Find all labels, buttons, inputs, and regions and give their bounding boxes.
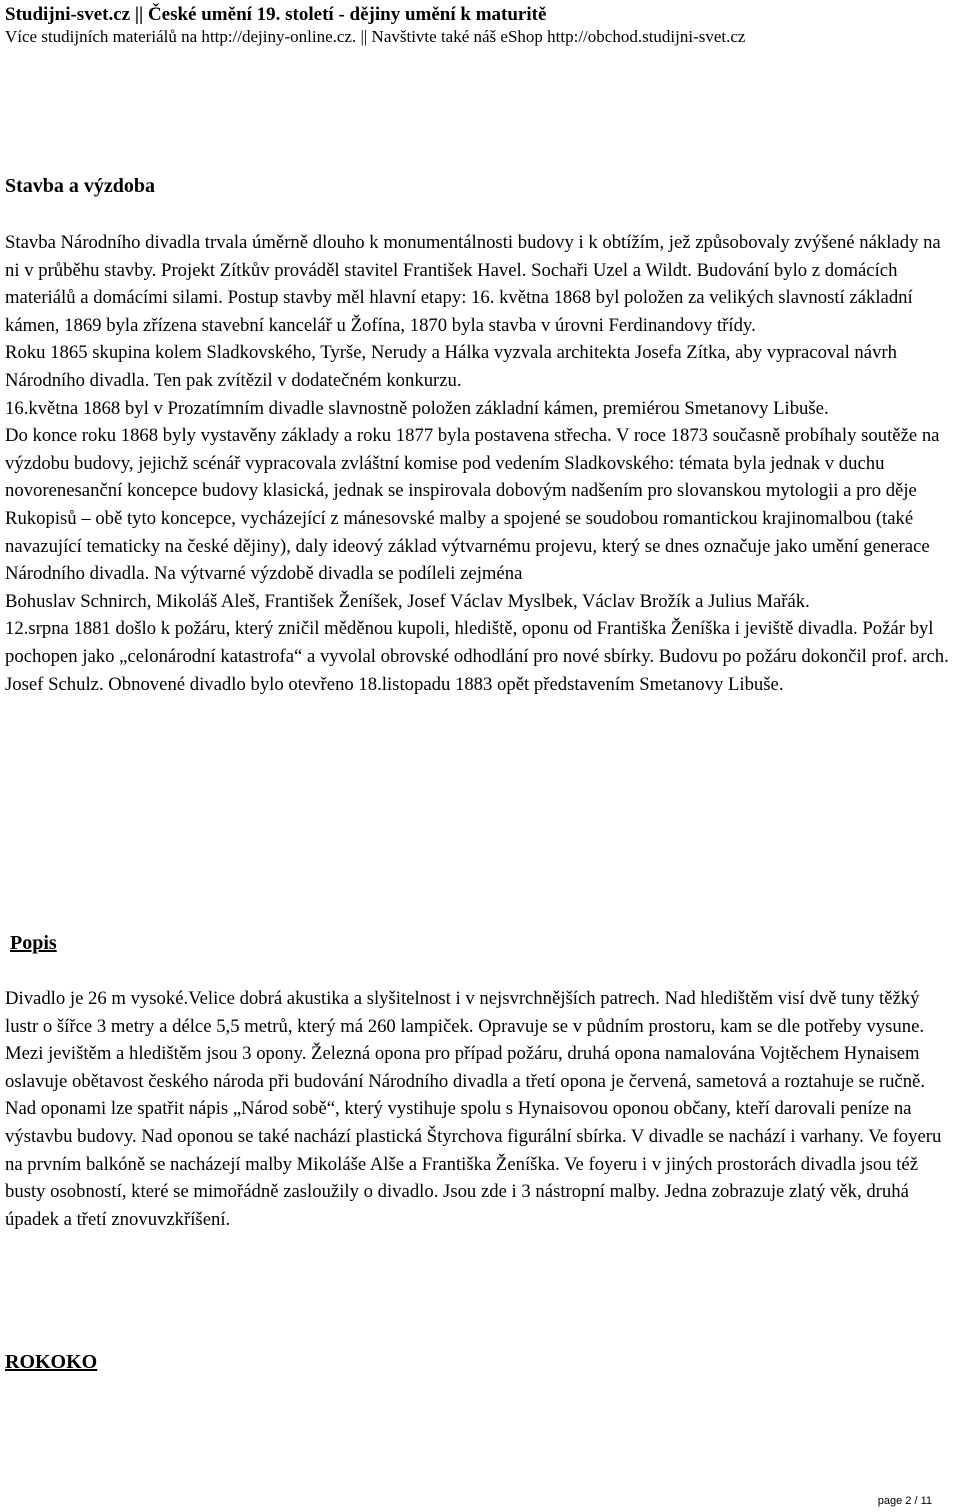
paragraph: Bohuslav Schnirch, Mikoláš Aleš, František Ženíšek, Josef Václav Myslbek, Václav Brožík a Julius Mařák. xyxy=(5,590,810,612)
paragraph: Stavba Národního divadla trvala úměrně dlouho k monumentálnosti budovy i k obtížím, jež způsobovaly zvýšené náklady na ni v průběhu stavby. Projekt Zítkův prováděl stavitel František Havel. Sochaři Uzel a Wildt. Budování bylo z domácích materiálů a domácími silami. Postup stavby měl hlavní etapy: 16. května 1868 byl položen za velikých slavností základní kámen, 1869 byla zřízena stavební kancelář u Žofína, 1870 byla stavba v úrovni Ferdinandovy třídy. xyxy=(5,232,941,336)
header-title: Studijni-svet.cz || České umění 19. století - dějiny umění k maturitě xyxy=(5,4,547,25)
paragraph: Divadlo je 26 m vysoké.Velice dobrá akustika a slyšitelnost i v nejsvrchnějších patrech. Nad hledištěm visí dvě tuny těžký lustr o šířce 3 metry a délce 5,5 metrů, který má 260 lampiček. Opravuje se v půdním prostoru, kam se dle potřeby vysune. Mezi jevištěm a hledištěm jsou 3 opony. Železná opona pro případ požáru, druhá opona namalována Vojtěchem Hynaisem oslavuje obětavost českého národa při budování Národního divadla a třetí opona je červená, sametová a roztahuje se ručně. Nad oponami lze spatřit nápis „Národ sobě“, který vystihuje spolu s Hynaisovou oponou občany, kteří darovali peníze na výstavbu budovy. Nad oponou se také nachází plastická Štyrchova figurální sbírka. V divadle se nachází i varhany. Ve foyeru na prvním balkóně se nacházejí malby Mikoláše Alše a Františka Ženíška. Ve foyeru i v jiných prostorách divadla jsou též busty osobností, které se mimořádně zasloužily o divadlo. Jsou zde i 3 nástropní malby. Jedna zobrazuje zlatý věk, druhá úpadek a třetí znovuvzkříšení. xyxy=(5,988,942,1230)
page-number: page 2 / 11 xyxy=(877,1495,932,1507)
section-body-popis xyxy=(5,985,955,1233)
paragraph: 16.května 1868 byl v Prozatímním divadle slavnostně položen základní kámen, premiérou Smetanovy Libuše. xyxy=(5,397,829,419)
section-body-stavba xyxy=(5,229,955,698)
section-heading-popis: Popis xyxy=(10,932,57,954)
paragraph: Do konce roku 1868 byly vystavěny základy a roku 1877 byla postavena střecha. V roce 1873 současně probíhaly soutěže na výzdobu budovy, jejichž scénář vypracovala zvláštní komise pod vedením Sladkovského: témata byla jednak v duchu novorenesanční koncepce budovy klasická, jednak se inspirovala dobovým nadšením pro slovanskou mytologii a pro děje Rukopisů – obě tyto koncepce, vycházející z mánesovské malby a spojené se soudobou romantickou krajinomalbou (také navazující tematicky na české dějiny), daly ideový základ výtvarnému projevu, který se dnes označuje jako umění generace Národního divadla. Na výtvarné výzdobě divadla se podíleli zejména xyxy=(5,425,940,585)
paragraph: Roku 1865 skupina kolem Sladkovského, Tyrše, Nerudy a Hálka vyzvala architekta Josefa Zítka, aby vypracoval návrh Národního divadla. Ten pak zvítězil v dodatečném konkurzu. xyxy=(5,342,897,391)
page-header xyxy=(5,4,955,48)
header-subtitle: Více studijních materiálů na http://dejiny-online.cz. || Navštivte také náš eShop http://obchod.studijni-svet.cz xyxy=(5,27,746,46)
paragraph: 12.srpna 1881 došlo k požáru, který zničil měděnou kupoli, hlediště, oponu od Františka Ženíška i jeviště divadla. Požár byl pochopen jako „celonárodní katastrofa“ a vyvolal obrovské odhodlání pro nové sbírky. Budovu po požáru dokončil prof. arch. Josef Schulz. Obnovené divadlo bylo otevřeno 18.listopadu 1883 opět představením Smetanovy Libuše. xyxy=(5,618,949,695)
section-heading-stavba: Stavba a výzdoba xyxy=(5,175,156,197)
section-heading-rokoko: ROKOKO xyxy=(5,1351,98,1373)
